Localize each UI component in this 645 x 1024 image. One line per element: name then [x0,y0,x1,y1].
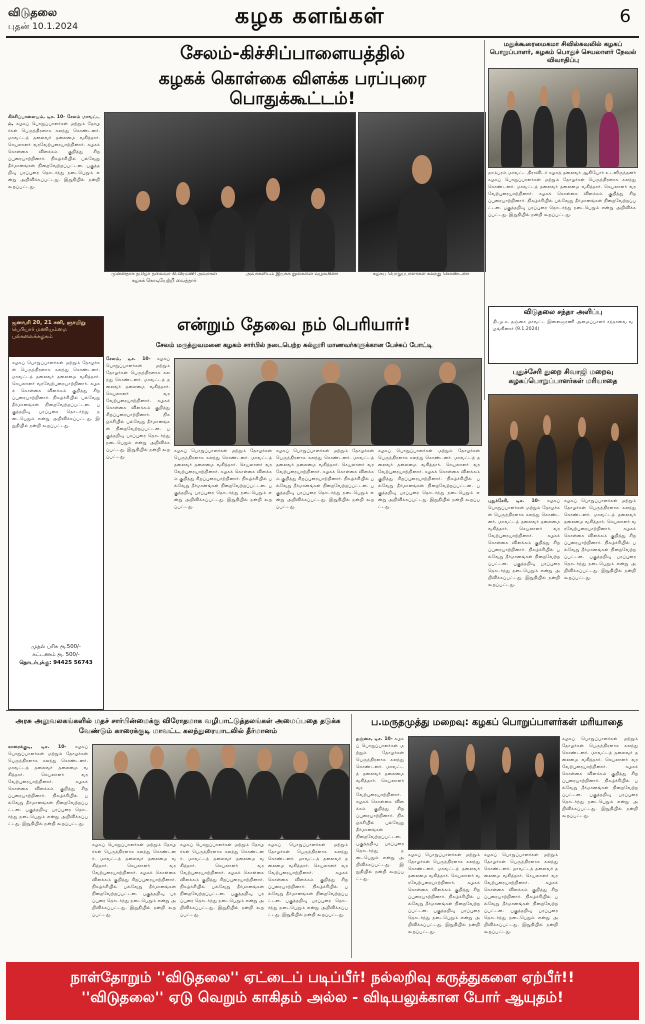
bottom-left-text-col1 [8,744,88,954]
right-top-body: கழகப் பொறுப்பாளர்கள் மற்றும் தோழர்கள் பெருந்திரளாக கலந்து கொண்டனர். மாவட்டத் தலைவர் தலைமை வகித்தார். செயலாளர் வரவேற்புரையாற்றினார். கழகக் கொள்கை விளக்கம் குறித்து சிறப்புரையாற்றினார். நிகழ்ச்சியில் பல்வேறு தீர்மானங்கள் நிறைவேற்றப்பட்டன. பகுத்தறிவு பரப்புரை தொடர்ந்து நடைபெறும் என்று அறிவிக்கப்பட்டது. இறுதியில் நன்றி கூறப்பட்டது. [488,178,636,218]
main-photo-caption-1: முன்னதாக தமிழர் தலைவர் கி.வீரமணி அவர்கள் கழகக் கொடியேற்றி வைத்தார் [111,272,217,284]
periyar-text-col3: கழகப் பொறுப்பாளர்கள் மற்றும் தோழர்கள் பெருந்திரளாக கலந்து கொண்டனர். மாவட்டத் தலைவர் தலைமை வகித்தார். செயலாளர் வரவேற்புரையாற்றினார். கழகக் கொள்கை விளக்கம் குறித்து சிறப்புரையாற்றினார். நிகழ்ச்சியில் பல்வேறு தீர்மானங்கள் நிறைவேற்றப்பட்டன. பகுத்தறிவு பரப்புரை தொடர்ந்து நடைபெறும் என்று அறிவிக்கப்பட்டது. இறுதியில் நன்றி கூறப்பட்டது. [276,449,374,510]
mid-right-headline: புதுச்சேரி துறை சிவாஜி மறைவு கழகப்பொறுப்பாளர்கள் மரியாதை [508,368,618,385]
bottom-right-body-1: கழகப் பொறுப்பாளர்கள் மற்றும் தோழர்கள் பெருந்திரளாக கலந்து கொண்டனர். மாவட்டத் தலைவர் தலைமை வகித்தார். செயலாளர் வரவேற்புரையாற்றினார். கழகக் கொள்கை விளக்கம் குறித்து சிறப்புரையாற்றினார். நிகழ்ச்சியில் பல்வேறு தீர்மானங்கள் நிறைவேற்றப்பட்டன. பகுத்தறிவு பரப்புரை தொடர்ந்து நடைபெறும் என்று அறிவிக்கப்பட்டது. இறுதியில் நன்றி கூறப்பட்டது. [356,737,404,882]
ad-box-fee: கட்டணம் ரூ. 500/- [32,652,80,658]
subscription-box-text: தி.மு.க. தஞ்சை மாவட்ட இளைஞரணி அமைப்பாளர் சந்தாவை வழங்கினார் (9.1.2024) [493,320,633,332]
bottom-left-headline: அரசு அலுவலகங்களில் மதச் சார்பின்மைக்கு விரோதமாக வழிபாட்டுத்தலங்கள் அமைப்பதை தடுக்க வேண்டும் காரைக்குடி மாவட்ட கலந்துரையாடலில் தீர்மானம் [15,716,341,735]
promo-banner-line2: ''விடுதலை'' ஏடு வெறும் காகிதம் அல்ல - விடியலுக்கான போர் ஆயுதம்! [81,990,564,1006]
periyar-photo [174,358,482,446]
periyar-headline: என்றும் தேவை நம் பெரியார்! [177,315,411,335]
mid-right-dateline: புதுச்சேரி, டிச. 10- [488,499,540,504]
main-story-body: கழகப் பொறுப்பாளர்கள் மற்றும் தோழர்கள் பெருந்திரளாக கலந்து கொண்டனர். மாவட்டத் தலைவர் தலைமை வகித்தார். செயலாளர் வரவேற்புரையாற்றினார். கழகக் கொள்கை விளக்கம் குறித்து சிறப்புரையாற்றினார். நிகழ்ச்சியில் பல்வேறு தீர்மானங்கள் நிறைவேற்றப்பட்டன. பகுத்தறிவு பரப்புரை தொடர்ந்து நடைபெறும் என்று அறிவிக்கப்பட்டது. இறுதியில் நன்றி கூறப்பட்டது. [8,122,100,190]
bottom-column-divider [351,714,352,958]
bottom-right-dateline: தஞ்சை, டிச. 10- [356,737,393,742]
bottom-left-text-col2: கழகப் பொறுப்பாளர்கள் மற்றும் தோழர்கள் பெருந்திரளாக கலந்து கொண்டனர். மாவட்டத் தலைவர் தலைமை வகித்தார். செயலாளர் வரவேற்புரையாற்றினார். கழகக் கொள்கை விளக்கம் குறித்து சிறப்புரையாற்றினார். நிகழ்ச்சியில் பல்வேறு தீர்மானங்கள் நிறைவேற்றப்பட்டன. பகுத்தறிவு பரப்புரை தொடர்ந்து நடைபெறும் என்று அறிவிக்கப்பட்டது. இறுதியில் நன்றி கூறப்பட்டது. [92,843,176,918]
bottom-right-text-col4: கழகப் பொறுப்பாளர்கள் மற்றும் தோழர்கள் பெருந்திரளாக கலந்து கொண்டனர். மாவட்டத் தலைவர் தலைமை வகித்தார். செயலாளர் வரவேற்புரையாற்றினார். கழகக் கொள்கை விளக்கம் குறித்து சிறப்புரையாற்றினார். நிகழ்ச்சியில் பல்வேறு தீர்மானங்கள் நிறைவேற்றப்பட்டன. பகுத்தறிவு பரப்புரை தொடர்ந்து நடைபெறும் என்று அறிவிக்கப்பட்டது. இறுதியில் நன்றி கூறப்பட்டது. [484,853,558,935]
main-photo-caption-2: அவர்களிடம் இயக்க நூல்களை வழங்கினர் [245,272,339,277]
right-top-caption: தாம்பரம் மாவட்ட திராவிடர் கழகத் தலைவர் ஆகியோர் உடனிருந்தனர் [488,171,636,176]
mid-right-body-1: கழகப் பொறுப்பாளர்கள் மற்றும் தோழர்கள் பெருந்திரளாக கலந்து கொண்டனர். மாவட்டத் தலைவர் தலைமை வகித்தார். செயலாளர் வரவேற்புரையாற்றினார். கழகக் கொள்கை விளக்கம் குறித்து சிறப்புரையாற்றினார். நிகழ்ச்சியில் பல்வேறு தீர்மானங்கள் நிறைவேற்றப்பட்டன. பகுத்தறிவு பரப்புரை தொடர்ந்து நடைபெறும் என்று அறிவிக்கப்பட்டது. இறுதியில் நன்றி கூறப்பட்டது. [488,499,560,588]
bottom-left-dateline: காரைக்குடி, டிச. 10- [8,745,67,750]
main-headline-line2: கழகக் கொள்கை விளக்க பரப்புரை பொதுக்கூட்டம்! [158,69,427,109]
section-rule [6,710,639,711]
periyar-text-col2: கழகப் பொறுப்பாளர்கள் மற்றும் தோழர்கள் பெருந்திரளாக கலந்து கொண்டனர். மாவட்டத் தலைவர் தலைமை வகித்தார். செயலாளர் வரவேற்புரையாற்றினார். கழகக் கொள்கை விளக்கம் குறித்து சிறப்புரையாற்றினார். நிகழ்ச்சியில் பல்வேறு தீர்மானங்கள் நிறைவேற்றப்பட்டன. பகுத்தறிவு பரப்புரை தொடர்ந்து நடைபெறும் என்று அறிவிக்கப்பட்டது. இறுதியில் நன்றி கூறப்பட்டது. [174,449,272,510]
bottom-right-text-col3: கழகப் பொறுப்பாளர்கள் மற்றும் தோழர்கள் பெருந்திரளாக கலந்து கொண்டனர். மாவட்டத் தலைவர் தலைமை வகித்தார். செயலாளர் வரவேற்புரையாற்றினார். கழகக் கொள்கை விளக்கம் குறித்து சிறப்புரையாற்றினார். நிகழ்ச்சியில் பல்வேறு தீர்மானங்கள் நிறைவேற்றப்பட்டன. பகுத்தறிவு பரப்புரை தொடர்ந்து நடைபெறும் என்று அறிவிக்கப்பட்டது. இறுதியில் நன்றி கூறப்பட்டது. [408,853,480,935]
bottom-right-headline: ப.மருதமுத்து மறைவு: கழகப் பொறுப்பாளர்கள் மரியாதை [371,717,623,728]
main-photo-caption-3: கழகப் பொறுப்பாளர்கள் கலந்து கொண்டனர் [372,272,470,277]
bottom-right-photo [408,736,560,850]
main-story-text [8,114,100,312]
ad-box-line-1: பெரியார் மணியம்மை பல்கலைக்கழகம் [12,327,67,340]
periyar-text-col4: கழகப் பொறுப்பாளர்கள் மற்றும் தோழர்கள் பெருந்திரளாக கலந்து கொண்டனர். மாவட்டத் தலைவர் தலைமை வகித்தார். செயலாளர் வரவேற்புரையாற்றினார். கழகக் கொள்கை விளக்கம் குறித்து சிறப்புரையாற்றினார். நிகழ்ச்சியில் பல்வேறு தீர்மானங்கள் நிறைவேற்றப்பட்டன. பகுத்தறிவு பரப்புரை தொடர்ந்து நடைபெறும் என்று அறிவிக்கப்பட்டது. இறுதியில் நன்றி கூறப்பட்டது. [378,449,480,510]
right-top-photo [488,68,638,168]
periyar-dateline: சேலம், டிச. 10- [106,357,151,362]
main-headline-line1: சேலம்-கிச்சிப்பாளையத்தில் [180,43,405,64]
bottom-right-text-col2: கழகப் பொறுப்பாளர்கள் மற்றும் தோழர்கள் பெருந்திரளாக கலந்து கொண்டனர். மாவட்டத் தலைவர் தலைமை வகித்தார். செயலாளர் வரவேற்புரையாற்றினார். கழகக் கொள்கை விளக்கம் குறித்து சிறப்புரையாற்றினார். நிகழ்ச்சியில் பல்வேறு தீர்மானங்கள் நிறைவேற்றப்பட்டன. பகுத்தறிவு பரப்புரை தொடர்ந்து நடைபெறும் என்று அறிவிக்கப்பட்டது. இறுதியில் நன்றி கூறப்பட்டது. [562,737,638,819]
promo-banner-line1: நாள்தோறும் ''விடுதலை'' ஏட்டைப் படிப்பீர்! நல்லறிவு கருத்துகளை ஏற்பீர்!! [70,970,575,986]
periyar-subheadline: சேலம் மருத்துவமனை கழகம் சார்பில் நடைபெற்ற கல்லூரி மாணவர்களுக்கான பேச்சுப் போட்டி [155,341,433,349]
bottom-left-body-1: கழகப் பொறுப்பாளர்கள் மற்றும் தோழர்கள் பெருந்திரளாக கலந்து கொண்டனர். மாவட்டத் தலைவர் தலைமை வகித்தார். செயலாளர் வரவேற்புரையாற்றினார். கழகக் கொள்கை விளக்கம் குறித்து சிறப்புரையாற்றினார். நிகழ்ச்சியில் பல்வேறு தீர்மானங்கள் நிறைவேற்றப்பட்டன. பகுத்தறிவு பரப்புரை தொடர்ந்து நடைபெறும் என்று அறிவிக்கப்பட்டது. இறுதியில் நன்றி கூறப்பட்டது. [8,745,88,827]
main-story-photo [104,112,356,272]
masthead-rule [6,36,639,38]
promo-banner [6,962,639,1020]
ad-box-prize: முதல் பரிசு ரூ.500/- [31,644,81,650]
speaker-photo [358,112,486,272]
bottom-left-text-col3: கழகப் பொறுப்பாளர்கள் மற்றும் தோழர்கள் பெருந்திரளாக கலந்து கொண்டனர். மாவட்டத் தலைவர் தலைமை வகித்தார். செயலாளர் வரவேற்புரையாற்றினார். கழகக் கொள்கை விளக்கம் குறித்து சிறப்புரையாற்றினார். நிகழ்ச்சியில் பல்வேறு தீர்மானங்கள் நிறைவேற்றப்பட்டன. பகுத்தறிவு பரப்புரை தொடர்ந்து நடைபெறும் என்று அறிவிக்கப்பட்டது. இறுதியில் நன்றி கூறப்பட்டது. [180,843,264,918]
mid-right-text-col2: கழகப் பொறுப்பாளர்கள் மற்றும் தோழர்கள் பெருந்திரளாக கலந்து கொண்டனர். மாவட்டத் தலைவர் தலைமை வகித்தார். செயலாளர் வரவேற்புரையாற்றினார். கழகக் கொள்கை விளக்கம் குறித்து சிறப்புரையாற்றினார். நிகழ்ச்சியில் பல்வேறு தீர்மானங்கள் நிறைவேற்றப்பட்டன. பகுத்தறிவு பரப்புரை தொடர்ந்து நடைபெறும் என்று அறிவிக்கப்பட்டது. இறுதியில் நன்றி கூறப்பட்டது. [564,499,636,581]
subscription-box-title: விடுதலை சந்தா அளிப்பு [523,308,603,316]
mid-right-text-col1 [488,498,560,702]
section-title: கழக களங்கள் [235,4,385,29]
right-top-text [488,170,636,302]
bottom-left-text-col4: கழகப் பொறுப்பாளர்கள் மற்றும் தோழர்கள் பெருந்திரளாக கலந்து கொண்டனர். மாவட்டத் தலைவர் தலைமை வகித்தார். செயலாளர் வரவேற்புரையாற்றினார். கழகக் கொள்கை விளக்கம் குறித்து சிறப்புரையாற்றினார். நிகழ்ச்சியில் பல்வேறு தீர்மானங்கள் நிறைவேற்றப்பட்டன. பகுத்தறிவு பரப்புரை தொடர்ந்து நடைபெறும் என்று அறிவிக்கப்பட்டது. இறுதியில் நன்றி கூறப்பட்டது. [268,843,348,918]
ad-box-banner [9,317,103,357]
periyar-text-col1 [106,356,170,702]
ad-box-title: ஜனவரி 20, 21 சனி, ஞாயிறு [12,320,86,326]
mid-right-photo [488,394,638,496]
issue-date: புதன் 10.1.2024 [8,22,78,32]
main-story-dateline: கிச்சிப்பாளையம், டிச. 10- சேலம் மாவட்டம், [8,115,100,127]
right-top-headline: மதுக்கூரைமைகமா சிவில்கவலில் கழகப் பொறுப்பாளர், கழகம் பொதுச் செயலாளர் நேவல் விவாதிப்பு [489,40,637,64]
bottom-left-photo [92,744,350,840]
column-divider [484,40,485,400]
bottom-right-text-col1 [356,736,404,954]
ad-box [8,316,104,710]
ad-box-contact: தொடர்புக்கு: 94425 56743 [19,660,93,666]
ad-box-body: கழகப் பொறுப்பாளர்கள் மற்றும் தோழர்கள் பெருந்திரளாக கலந்து கொண்டனர். மாவட்டத் தலைவர் தலைமை வகித்தார். செயலாளர் வரவேற்புரையாற்றினார். கழகக் கொள்கை விளக்கம் குறித்து சிறப்புரையாற்றினார். நிகழ்ச்சியில் பல்வேறு தீர்மானங்கள் நிறைவேற்றப்பட்டன. பகுத்தறிவு பரப்புரை தொடர்ந்து நடைபெறும் என்று அறிவிக்கப்பட்டது. இறுதியில் நன்றி கூறப்பட்டது. [12,361,100,429]
subscription-box [488,306,638,364]
newspaper-name: விடுதலை [8,6,58,19]
page-number: 6 [619,6,631,27]
periyar-body-1: கழகப் பொறுப்பாளர்கள் மற்றும் தோழர்கள் பெருந்திரளாக கலந்து கொண்டனர். மாவட்டத் தலைவர் தலைமை வகித்தார். செயலாளர் வரவேற்புரையாற்றினார். கழகக் கொள்கை விளக்கம் குறித்து சிறப்புரையாற்றினார். நிகழ்ச்சியில் பல்வேறு தீர்மானங்கள் நிறைவேற்றப்பட்டன. பகுத்தறிவு பரப்புரை தொடர்ந்து நடைபெறும் என்று அறிவிக்கப்பட்டது. இறுதியில் நன்றி கூறப்பட்டது. [106,357,170,460]
